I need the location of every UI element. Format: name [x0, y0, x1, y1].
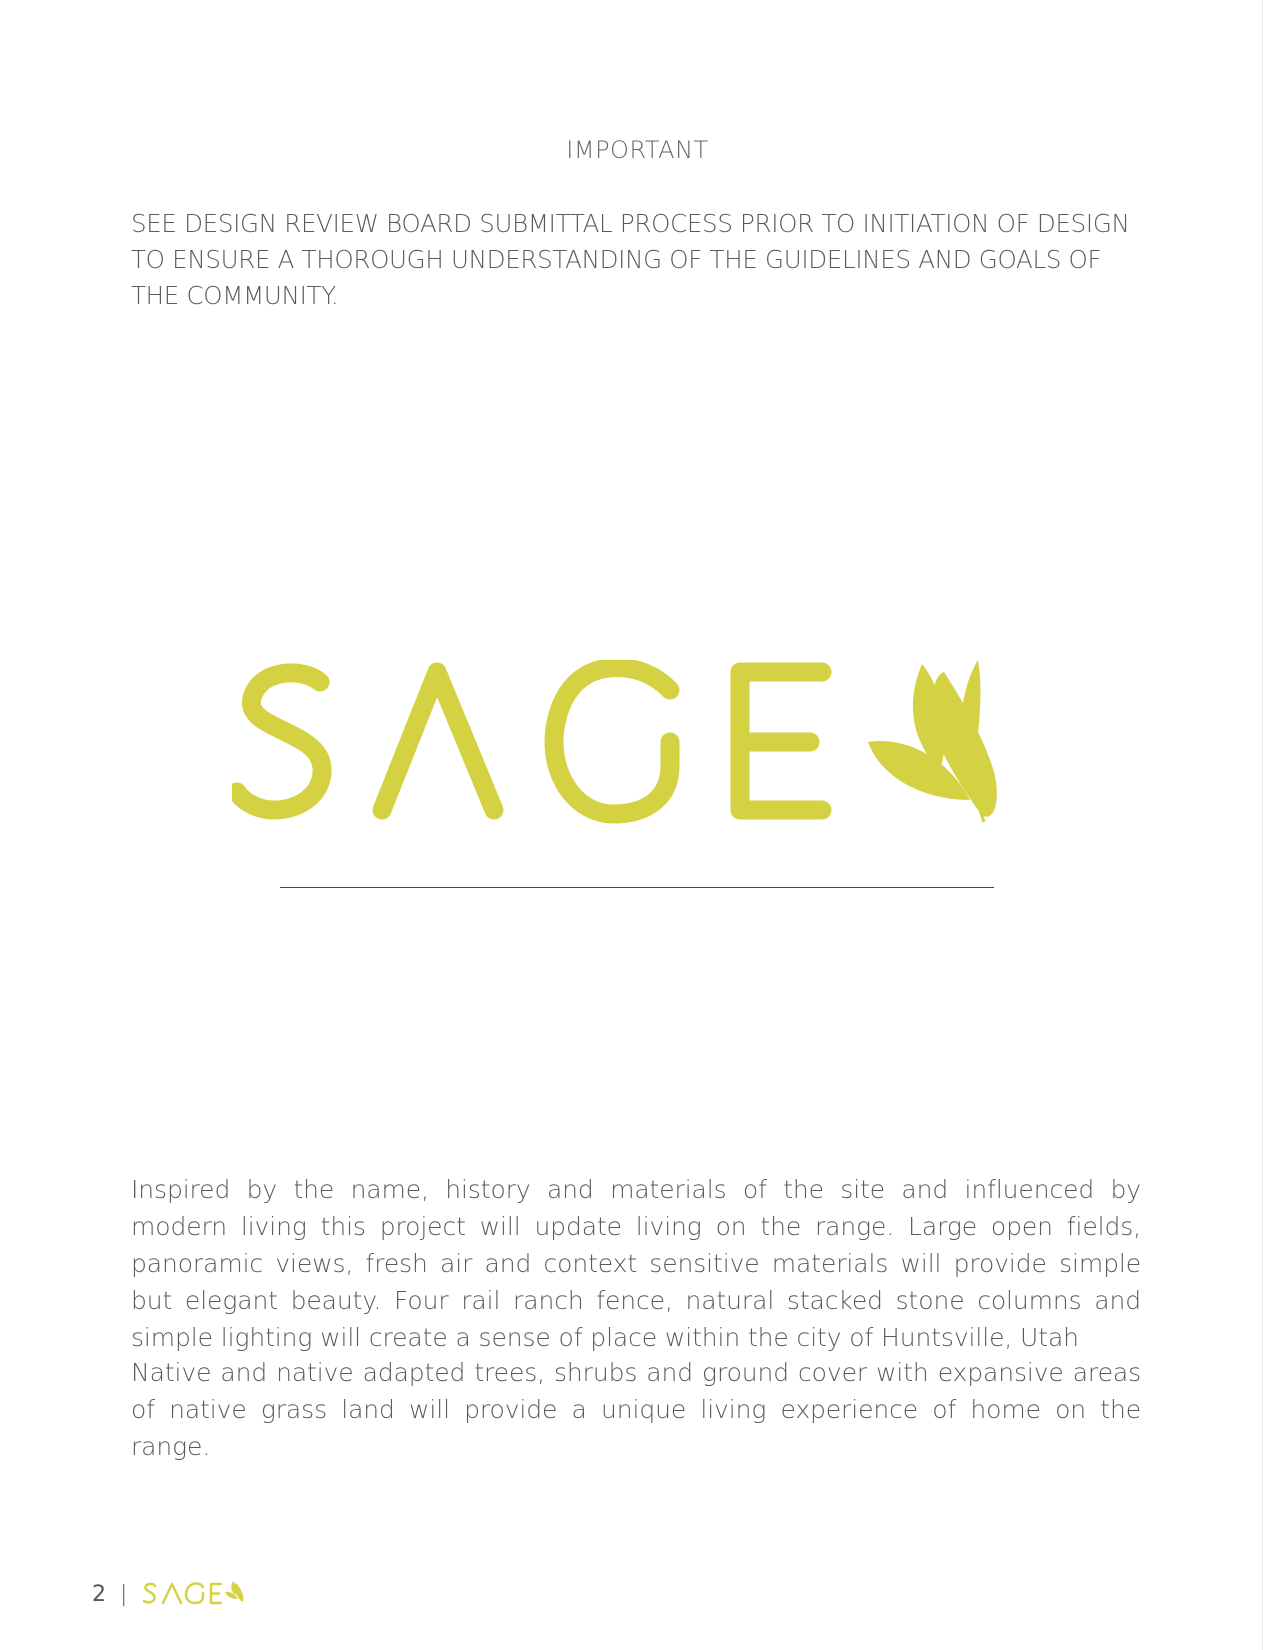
page-edge	[1262, 0, 1263, 1650]
sage-leaf-icon	[868, 660, 997, 817]
body-paragraph: Native and native adapted trees, shrubs and ground cover with expansive areas of native grass land will provide a unique living experience of home on the range.	[131, 1358, 1141, 1461]
sage-logo	[232, 660, 1012, 860]
logo-divider	[280, 887, 994, 888]
body-paragraph: Inspired by the name, history and materials of the site and influenced by modern living this project will update living on the range. Large open fields, panoramic views, fresh air and context sensitive materials will provide simple but elegant beauty. Four rail ranch fence, natural stacked stone columns and simple lighting will create a sense of place within the city of Huntsville, Utah	[131, 1175, 1141, 1352]
footer-sage-logo	[141, 1580, 247, 1608]
page-heading: IMPORTANT	[566, 136, 709, 164]
page-footer	[92, 1577, 247, 1611]
footer-leaf-icon	[225, 1581, 243, 1602]
page-number: 2	[92, 1581, 106, 1607]
notice-text: SEE DESIGN REVIEW BOARD SUBMITTAL PROCESS PRIOR TO INITIATION OF DESIGN TO ENSURE A THOROUGH UNDERSTANDING OF THE GUIDELINES AND GOALS OF THE COMMUNITY.	[131, 209, 1130, 310]
footer-separator: |	[120, 1581, 128, 1607]
